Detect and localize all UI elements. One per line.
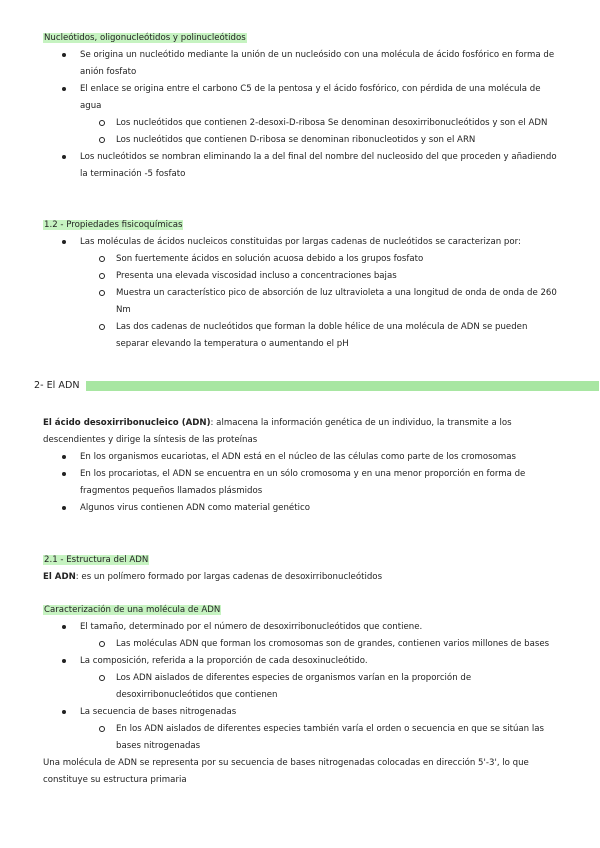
list-item: En los organismos eucariotas, el ADN está en el núcleo de las células como parte de los cromosomas: [0, 449, 600, 466]
circle-bullet-icon: [99, 641, 105, 647]
list-item: Algunos virus contienen ADN como material genético: [0, 500, 600, 517]
bullet-icon: [62, 455, 66, 459]
section-nucleotidos: [0, 30, 600, 183]
bullet-icon: [62, 53, 66, 57]
section-title: 1.2 - Propiedades fisicoquímicas: [44, 220, 183, 230]
circle-bullet-icon: [99, 273, 105, 279]
circle-bullet-icon: [99, 675, 105, 681]
circle-bullet-icon: [99, 324, 105, 330]
sub-list-item: Son fuertemente ácidos en solución acuosa debido a los grupos fosfato: [0, 251, 600, 268]
section-propiedades: [0, 217, 600, 353]
section-caracterizacion: [0, 602, 600, 789]
list-item: Los nucleótidos se nombran eliminando la a del final del nombre del nucleosido del que proceden y añadiendo la terminación -5 fosfato: [0, 149, 600, 183]
section-title: Nucleótidos, oligonucleótidos y polinucleótidos: [44, 33, 246, 43]
circle-bullet-icon: [99, 290, 105, 296]
bullet-icon: [62, 155, 66, 159]
list-item: En los procariotas, el ADN se encuentra en un sólo cromosoma y en una menor proporción en forma de fragmentos pequeños llamados plásmidos: [0, 466, 600, 500]
bullet-icon: [62, 625, 66, 629]
heading-highlight-bar: [86, 381, 599, 391]
circle-bullet-icon: [99, 256, 105, 262]
list-item: El tamaño, determinado por el número de desoxirribonucleótidos que contiene.: [0, 619, 600, 636]
adn-definition: El ADN: es un polímero formado por largas cadenas de desoxirribonucleótidos: [43, 572, 383, 582]
heading-el-adn: [34, 377, 599, 394]
sub-list-item: Los nucleótidos que contienen D-ribosa se denominan ribonucleotidos y son el ARN: [0, 132, 600, 149]
list-item: La composición, referida a la proporción de cada desoxinucleótido.: [0, 653, 600, 670]
bullet-icon: [62, 240, 66, 244]
bullet-icon: [62, 87, 66, 91]
sub-list-item: En los ADN aislados de diferentes especies también varía el orden o secuencia en que se sitúan las bases nitrogenadas: [0, 721, 600, 755]
adn-intro: El ácido desoxirribonucleico (ADN): almacena la información genética de un individuo, la transmite a los descendientes y dirige la síntesis de las proteínas: [43, 418, 512, 445]
list-item: Las moléculas de ácidos nucleicos constituidas por largas cadenas de nucleótidos se caracterizan por:: [0, 234, 600, 251]
bullet-icon: [62, 659, 66, 663]
section-adn: [0, 415, 600, 517]
sub-list-item: Las dos cadenas de nucleótidos que forman la doble hélice de una molécula de ADN se pueden separar elevando la temperatura o aumentando el pH: [0, 319, 600, 353]
bullet-icon: [62, 506, 66, 510]
circle-bullet-icon: [99, 726, 105, 732]
section-title: 2.1 - Estructura del ADN: [44, 555, 149, 565]
sub-list-item: Los ADN aislados de diferentes especies de organismos varían en la proporción de desoxirribonucleótidos que contienen: [0, 670, 600, 704]
sub-list-item: Las moléculas ADN que forman los cromosomas son de grandes, contienen varios millones de bases: [0, 636, 600, 653]
list-item: Se origina un nucleótido mediante la unión de un nucleósido con una molécula de ácido fosfórico en forma de anión fosfato: [0, 47, 600, 81]
sub-list-item: Muestra un característico pico de absorción de luz ultravioleta a una longitud de onda de onda de 260 Nm: [0, 285, 600, 319]
list-item: La secuencia de bases nitrogenadas: [0, 704, 600, 721]
sub-list-item: Presenta una elevada viscosidad incluso a concentraciones bajas: [0, 268, 600, 285]
circle-bullet-icon: [99, 120, 105, 126]
bullet-icon: [62, 472, 66, 476]
closing-paragraph: Una molécula de ADN se representa por su secuencia de bases nitrogenadas colocadas en dirección 5'-3', lo que constituye su estructura primaria: [43, 758, 529, 785]
heading-text: 2- El ADN: [34, 380, 80, 391]
bullet-icon: [62, 710, 66, 714]
circle-bullet-icon: [99, 137, 105, 143]
list-item: El enlace se origina entre el carbono C5 de la pentosa y el ácido fosfórico, con pérdida de una molécula de agua: [0, 81, 600, 115]
section-title: Caracterización de una molécula de ADN: [44, 605, 221, 615]
section-estructura: [0, 552, 600, 586]
sub-list-item: Los nucleótidos que contienen 2-desoxi-D-ribosa Se denominan desoxirribonucleótidos y son el ADN: [0, 115, 600, 132]
